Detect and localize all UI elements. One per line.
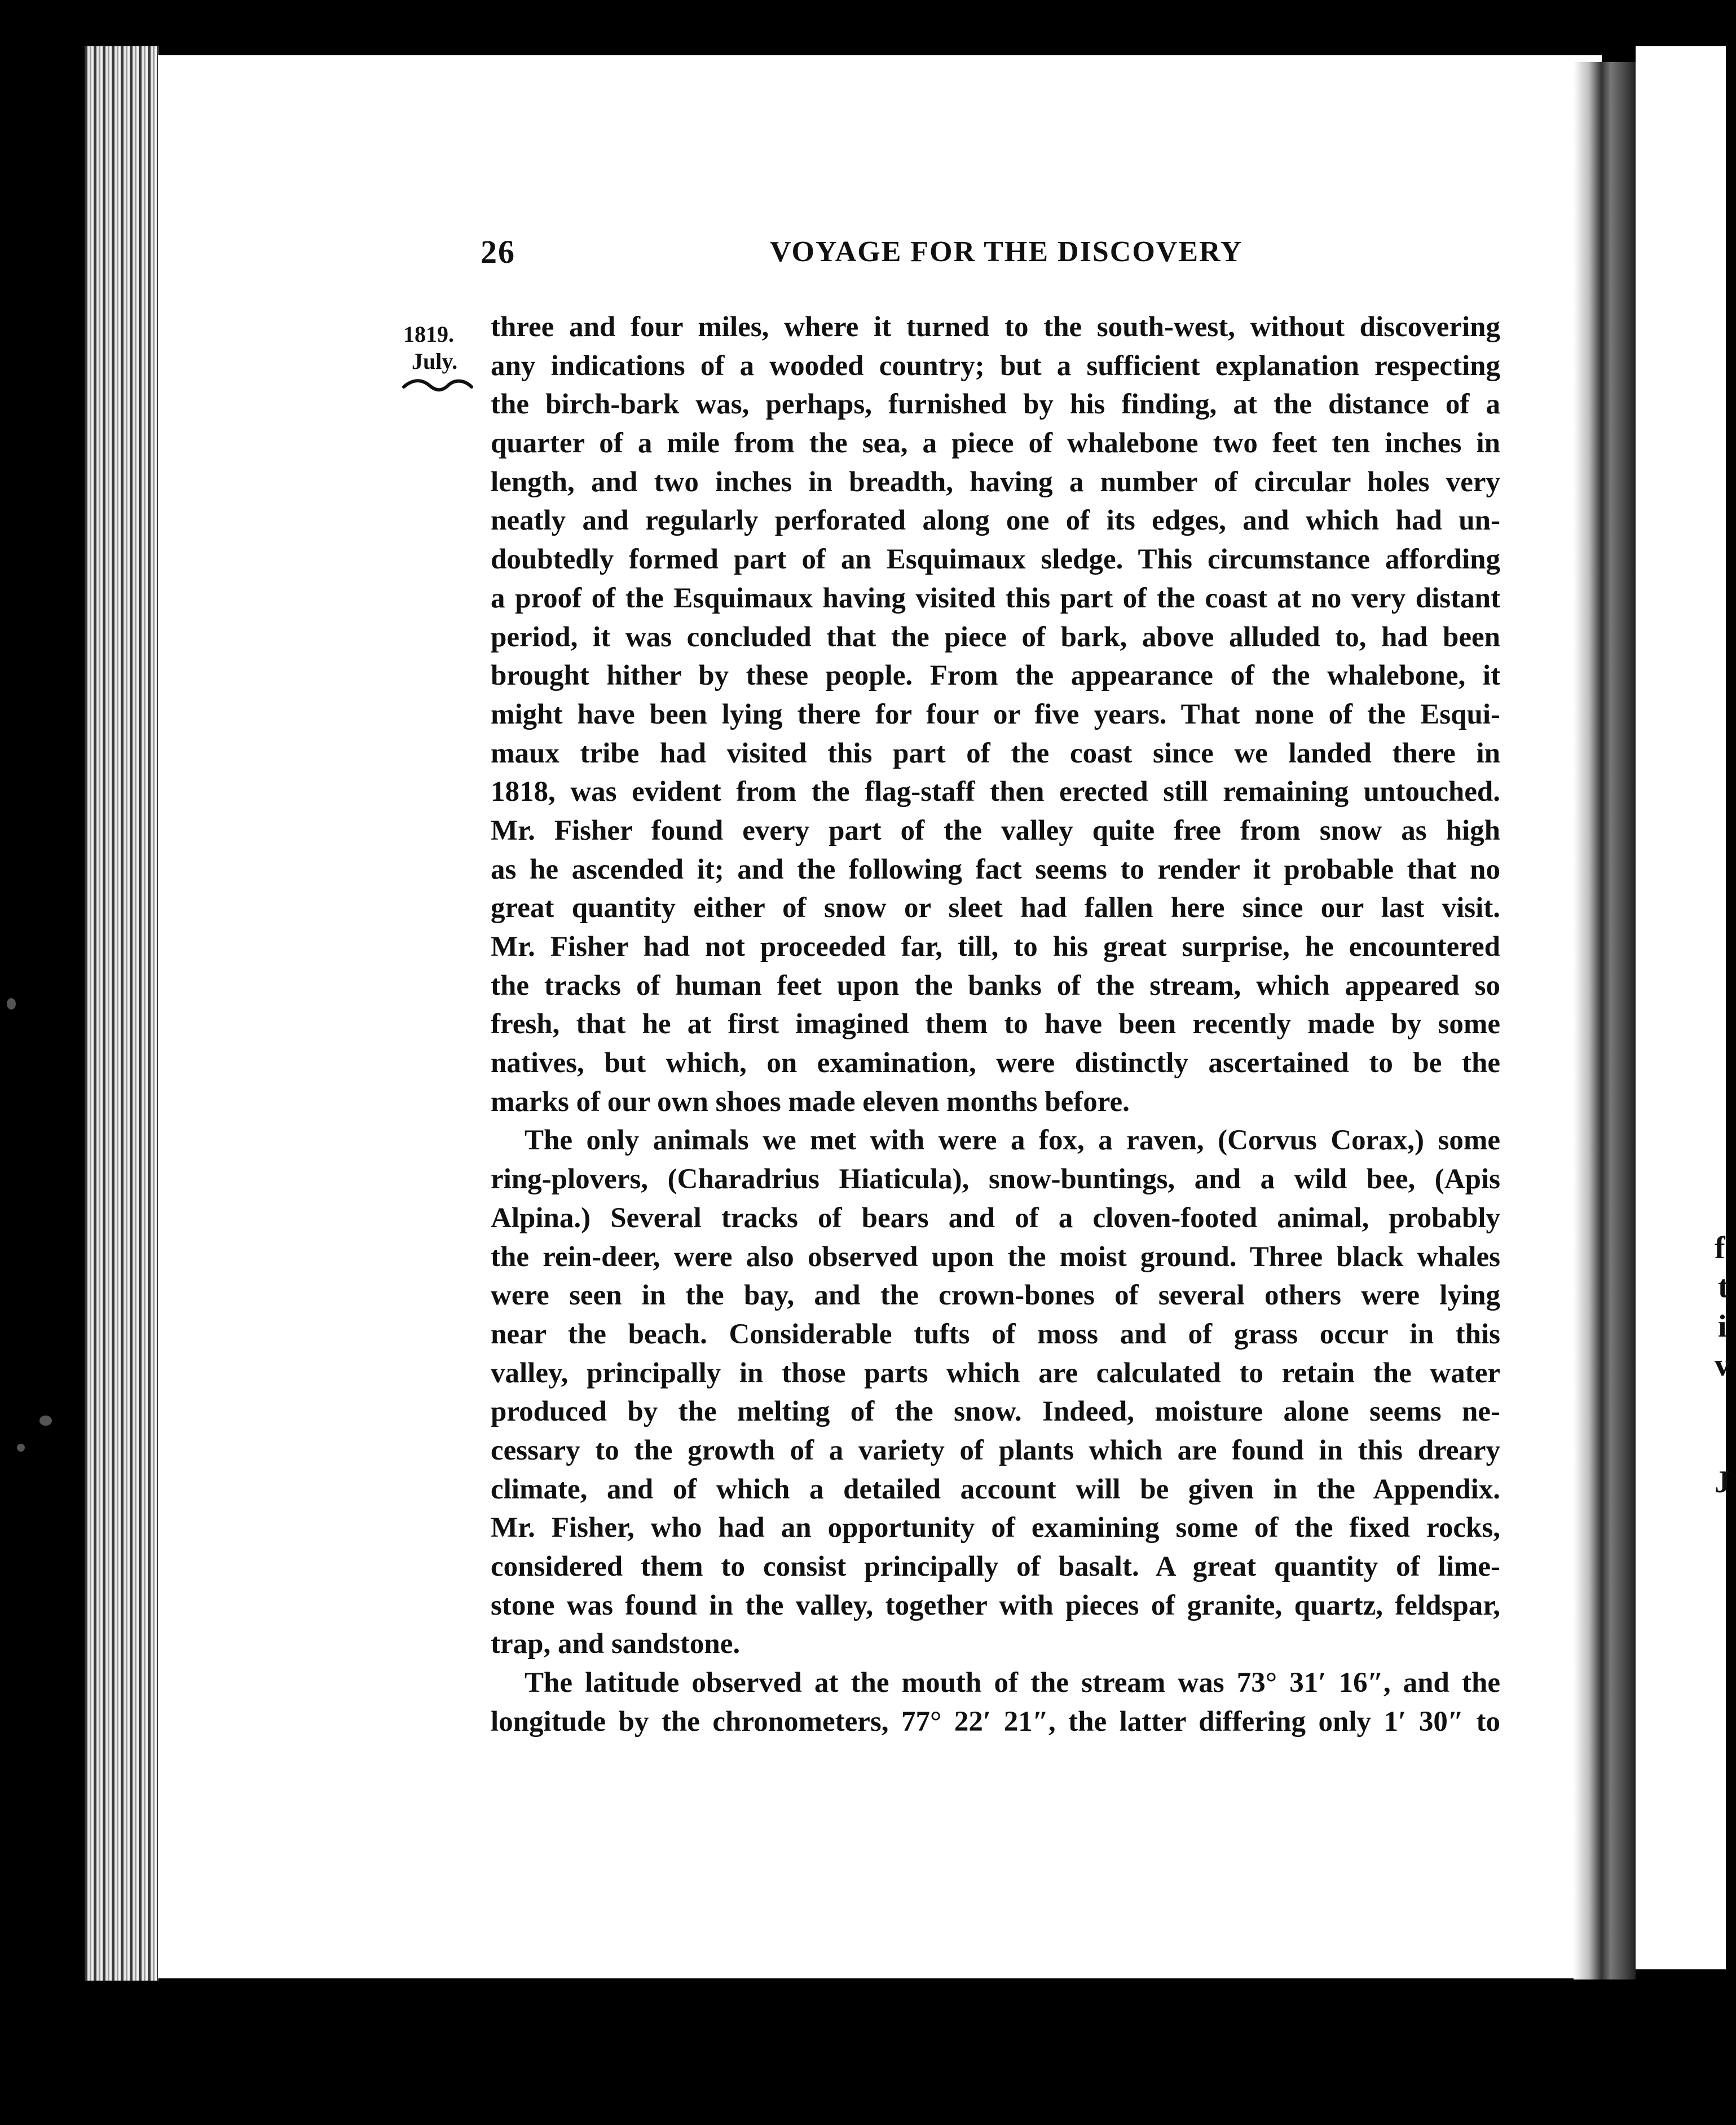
text-line: period, it was concluded that the piece of bark, above alluded to, had been: [491, 621, 1500, 653]
text-line: length, and two inches in breadth, having a number of circular holes very: [491, 466, 1500, 498]
text-line: climate, and of which a detailed account will be given in the Appendix.: [491, 1473, 1500, 1505]
text-line: the tracks of human feet upon the banks of the stream, which appeared so: [491, 969, 1500, 1002]
text-line: fresh, that he at first imagined them to have been recently made by some: [491, 1008, 1500, 1041]
text-line: The latitude observed at the mouth of the stream was 73° 31′ 16″, and the: [525, 1667, 1500, 1699]
running-head-title: VOYAGE FOR THE DISCOVERY: [770, 236, 1243, 268]
text-line: as he ascended it; and the following fact seems to render it probable that no: [491, 853, 1500, 885]
facing-page-char: v: [1715, 1348, 1730, 1383]
scan-speck: [7, 998, 16, 1009]
text-line: 1818, was evident from the flag-staff then erected still remaining untouched.: [491, 776, 1500, 808]
text-line: doubtedly formed part of an Esquimaux sledge. This circumstance affording: [491, 544, 1500, 576]
text-line: might have been lying there for four or five years. That none of the Esqui-: [491, 698, 1500, 730]
text-line: maux tribe had visited this part of the coast since we landed there in: [491, 737, 1500, 769]
text-line: cessary to the growth of a variety of plants which are found in this dreary: [491, 1434, 1500, 1466]
page-number: 26: [481, 233, 515, 270]
text-line: near the beach. Considerable tufts of moss and of grass occur in this: [491, 1318, 1500, 1350]
text-line: stone was found in the valley, together with pieces of granite, quartz, feldspar,: [491, 1589, 1500, 1621]
text-line: neatly and regularly perforated along one of its edges, and which had un-: [491, 505, 1500, 537]
text-line: The only animals we met with were a fox, a raven, (Corvus Corax,) some: [525, 1125, 1500, 1157]
facing-page-char: J: [1715, 1465, 1730, 1500]
text-line: any indications of a wooded country; but a sufficient explanation respecting: [491, 350, 1500, 382]
facing-page-edge: [1636, 46, 1726, 1969]
margin-month: July.: [412, 349, 458, 374]
text-line: natives, but which, on examination, were distinctly ascertained to be the: [491, 1047, 1500, 1079]
text-line: Alpina.) Several tracks of bears and of a cloven-footed animal, probably: [491, 1202, 1500, 1234]
scan-speck: [39, 1416, 52, 1426]
text-line: Mr. Fisher found every part of the valley quite free from snow as high: [491, 814, 1500, 847]
text-line: were seen in the bay, and the crown-bones of several others were lying: [491, 1280, 1500, 1312]
text-line: Mr. Fisher, who had an opportunity of examining some of the fixed rocks,: [491, 1512, 1500, 1544]
text-line: longitude by the chronometers, 77° 22′ 21″, the latter differing only 1′ 30″ to: [491, 1705, 1500, 1738]
text-line: quarter of a mile from the sea, a piece of whalebone two feet ten inches in: [491, 427, 1500, 460]
text-line: considered them to consist principally of basalt. A great quantity of lime-: [491, 1551, 1500, 1582]
scan-speck: [17, 1444, 25, 1452]
text-line: three and four miles, where it turned to the south-west, without discovering: [491, 311, 1500, 343]
facing-page-char: f: [1715, 1231, 1725, 1266]
text-line: produced by the melting of the snow. Indeed, moisture alone seems ne-: [491, 1396, 1500, 1428]
text-line: Mr. Fisher had not proceeded far, till, to his great surprise, he encountered: [491, 931, 1500, 963]
text-line: valley, principally in those parts which are calculated to retain the water: [491, 1357, 1500, 1389]
text-line: brought hither by these people. From the appearance of the whalebone, it: [491, 660, 1500, 692]
facing-page-char: t: [1718, 1269, 1729, 1304]
book-edge: [85, 46, 159, 1981]
text-line: ring-plovers, (Charadrius Hiaticula), snow-buntings, and a wild bee, (Apis: [491, 1163, 1500, 1196]
text-line: a proof of the Esquimaux having visited this part of the coast at no very distant: [491, 582, 1500, 614]
gutter-shadow: [1574, 62, 1636, 1979]
text-line: trap, and sandstone.: [491, 1628, 741, 1660]
margin-year: 1819.: [403, 321, 454, 347]
text-line: the rein-deer, were also observed upon the moist ground. Three black whales: [491, 1241, 1500, 1273]
body-text: [491, 308, 1500, 1741]
margin-swash-ornament: [402, 377, 474, 394]
text-line: great quantity either of snow or sleet had fallen here since our last visit.: [491, 892, 1500, 924]
facing-page-char: i: [1718, 1309, 1727, 1344]
text-line: marks of our own shoes made eleven months before.: [491, 1086, 1130, 1118]
text-line: the birch-bark was, perhaps, furnished by his finding, at the distance of a: [491, 389, 1500, 421]
